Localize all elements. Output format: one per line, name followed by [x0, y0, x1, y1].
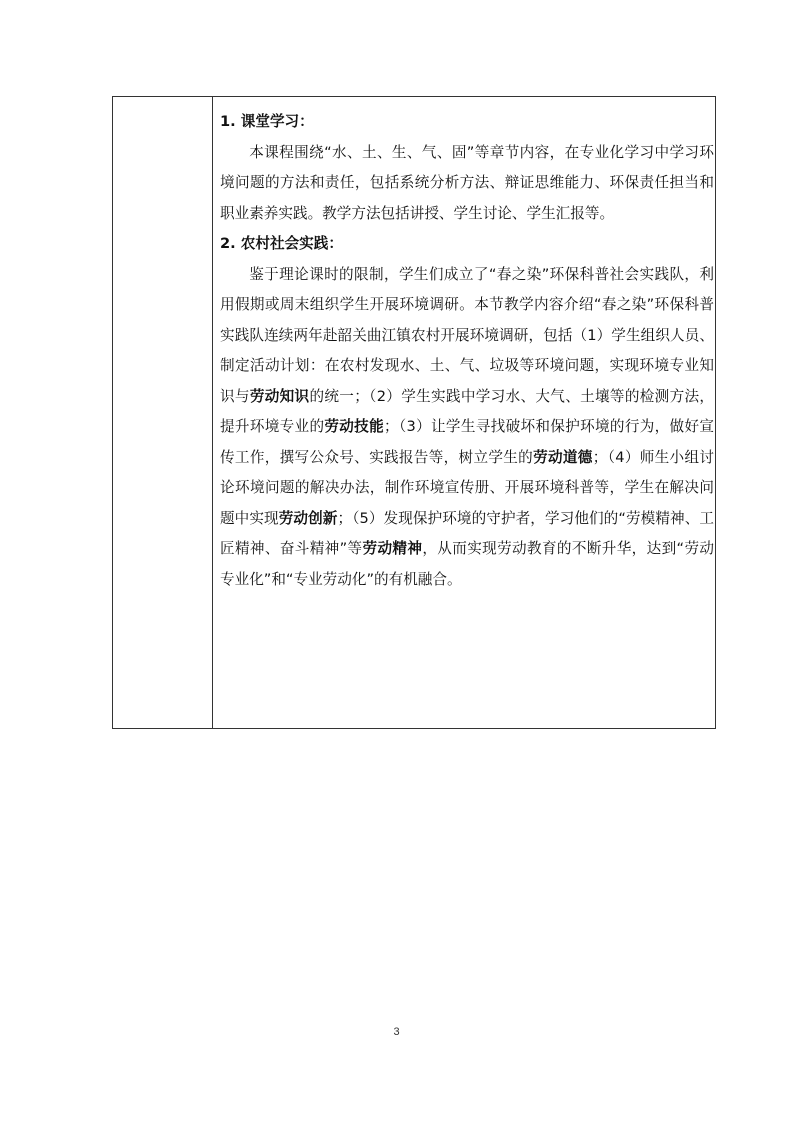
text-run: 鉴于理论课时的限制，学生们成立了“春之染”环保科普社会实践队，利用假期或周末组织学生开展环境调研。本节教学内容介绍“春之染”环保科普实践队连续两年赴韶关曲江镇农村开展环境调研，包括（1）学生组织人员、制定活动计划：在农村发现水、土、气、垃圾等环境问题，实现环境专业知识与 — [220, 265, 714, 405]
page-number: 3 — [393, 1026, 400, 1038]
table-label-cell — [113, 97, 213, 728]
section-paragraph-practice — [220, 260, 714, 596]
bold-term-labor-knowledge: 劳动知识 — [249, 387, 310, 405]
table-content-cell — [220, 107, 714, 595]
section-heading-classroom: 1. 课堂学习： — [220, 113, 314, 130]
text-run: ；（4）师生小组讨论环境问题的解决办法，制作环境宣传册、开展环境科普等，学生在解决问题中实现 — [220, 448, 714, 527]
bold-term-labor-innovation: 劳动创新 — [278, 509, 338, 527]
section-heading-practice: 2. 农村社会实践： — [220, 235, 343, 252]
bold-term-labor-ethics: 劳动道德 — [533, 448, 593, 466]
bold-term-labor-skills: 劳动技能 — [324, 418, 384, 435]
text-run: 的统一；（2）学生实践中学习水、大气、土壤等的检测方法，提升环境专业的 — [220, 387, 714, 435]
text-run: ；（5）发现保护环境的守护者，学习他们的“劳模精神、工匠精神、奋斗精神”等 — [220, 509, 714, 557]
document-table — [112, 96, 716, 729]
text-run: ；（3）让学生寻找破坏和保护环境的行为，做好宣传工作，撰写公众号、实践报告等，树立学生的 — [220, 418, 714, 466]
text-run: ，从而实现劳动教育的不断升华，达到“劳动专业化”和“专业劳动化”的有机融合。 — [220, 540, 714, 588]
section-paragraph-classroom: 本课程围绕“水、土、生、气、固”等章节内容，在专业化学习中学习环境问题的方法和责任，包括系统分析方法、辩证思维能力、环保责任担当和职业素养实践。教学方法包括讲授、学生讨论、学生汇报等。 — [220, 143, 714, 222]
bold-term-labor-spirit: 劳动精神 — [362, 540, 423, 557]
